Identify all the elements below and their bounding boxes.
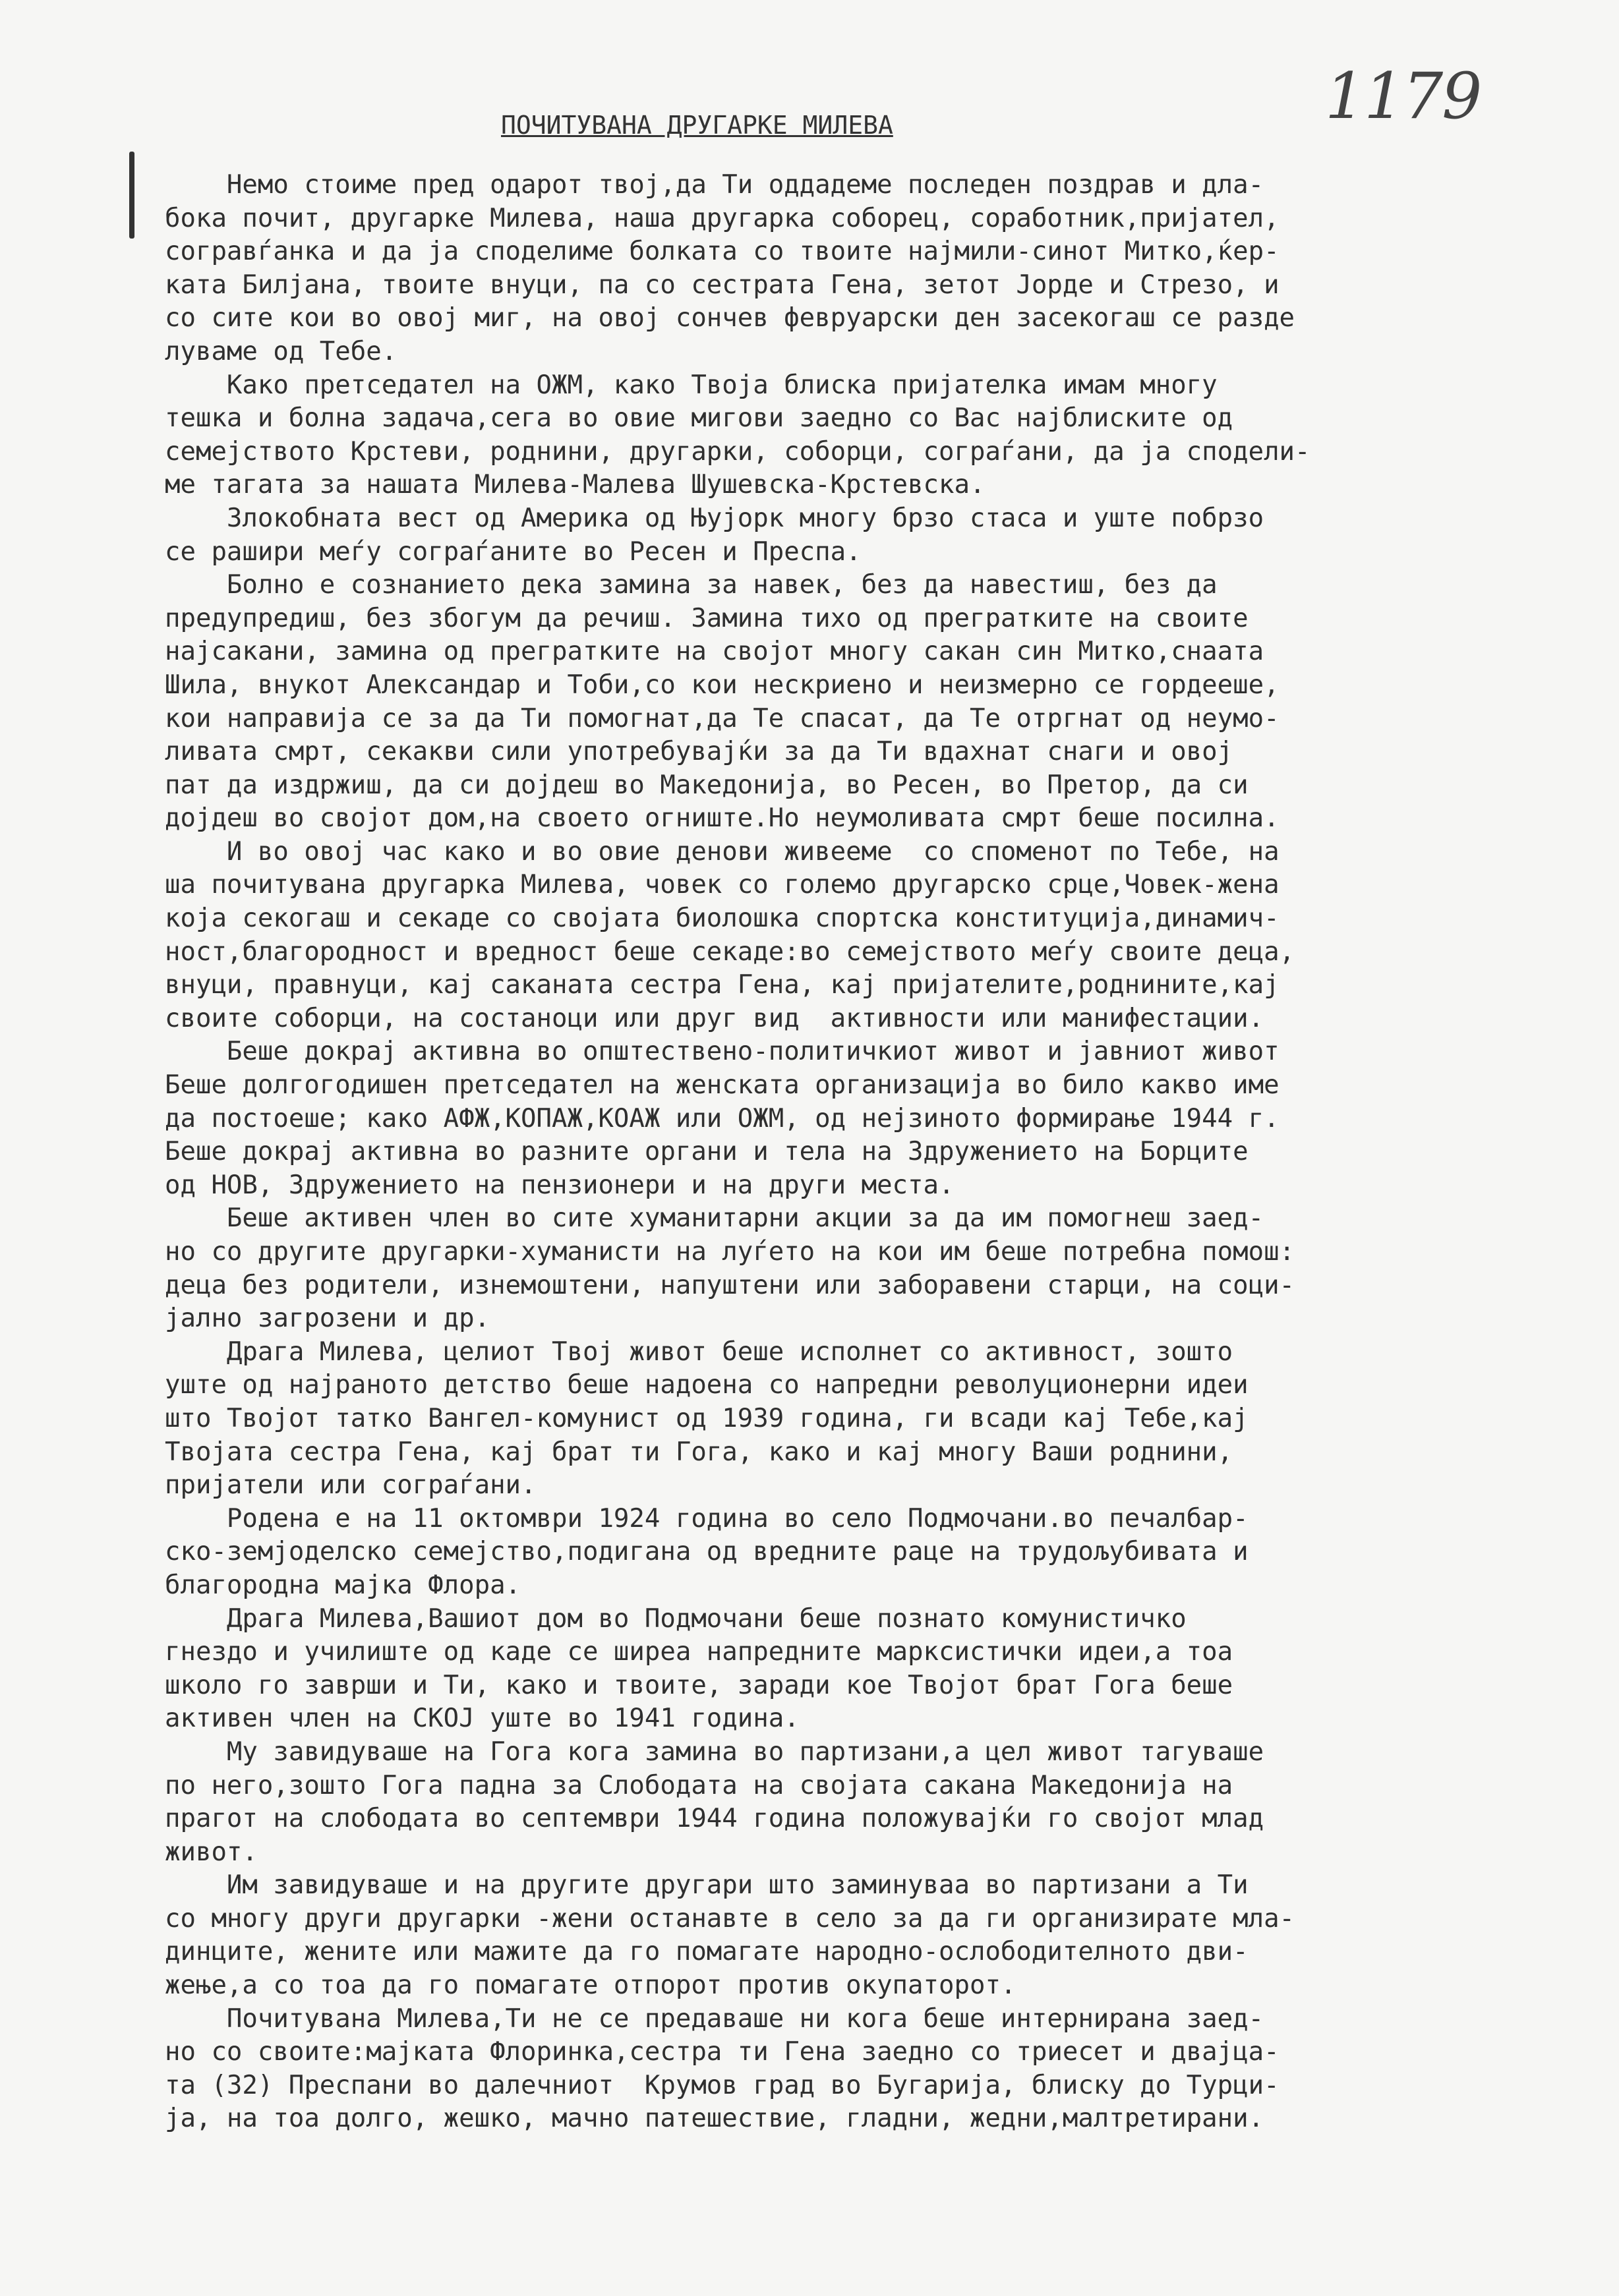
text-line: кои направија се за да Ти помогнат,да Те спасат, да Те отргнат од неумо- <box>165 703 1280 733</box>
text-line: семејството Крстеви, роднини, другарки, соборци, сограѓани, да ја сподели- <box>165 436 1310 467</box>
text-line: согравѓанка и да ја споделиме болката со твоите најмили-синот Митко,ќер- <box>165 237 1280 267</box>
text-line: Беше активен член во сите хуманитарни акции за да им помогнеш заед- <box>165 1203 1264 1234</box>
text-line: Твојата сестра Гена, кај брат ти Гога, како и кај многу Ваши роднини, <box>165 1437 1233 1467</box>
text-line: која секогаш и секаде со својата биолошка спортска конституција,динамич- <box>165 904 1280 934</box>
handwritten-page-number: 1179 <box>1325 59 1481 133</box>
text-line: Му завидуваше на Гога кога замина во партизани,а цел живот тагуваше <box>165 1736 1264 1767</box>
text-line: тешка и болна задача,сега во овие мигови заедно со Вас најблиските од <box>165 403 1233 434</box>
text-line: уште од најраното детство беше надоена со напредни револуционерни идеи <box>165 1370 1249 1400</box>
text-line: пат да издржиш, да си дојдеш во Македонија, во Ресен, во Претор, да си <box>165 770 1249 800</box>
text-line: ливата смрт, секакви сили употребувајќи за да Ти вдахнат снаги и овој <box>165 737 1233 767</box>
text-line: најсакани, замина од прегратките на својот многу сакан син Митко,снаата <box>165 637 1264 667</box>
text-line: благородна мајка Флора. <box>165 1570 521 1600</box>
text-line: школо го заврши и Ти, како и твоите, заради кое Твојот брат Гога беше <box>165 1670 1233 1700</box>
text-line: Немо стоиме пред одарот твој,да Ти оддадеме последен поздрав и дла- <box>165 170 1264 200</box>
text-line: гнездо и училиште од каде се ширеа напредните марксистички идеи,а тоа <box>165 1637 1233 1667</box>
text-line: со сите кои во овој миг, на овој сончев февруарски ден засекогаш се разде <box>165 303 1295 333</box>
text-line: дојдеш во својот дом,на своето огниште.Но неумоливата смрт беше посилна. <box>165 803 1280 834</box>
text-line: Шила, внукот Александар и Тоби,со кои нескриено и неизмерно се гордееше, <box>165 670 1280 700</box>
text-line: Беше докрај активна во општествено-политичкиот живот и јавниот живот <box>165 1037 1280 1067</box>
text-line: ја, на тоа долго, жешко, мачно патешествие, гладни, жедни,малтретирани. <box>165 2104 1264 2134</box>
text-line: луваме од Тебе. <box>165 336 397 366</box>
text-line: та (32) Преспани во далечниот Крумов град во Бугарија, блиску до Турци- <box>165 2070 1280 2100</box>
text-line: ме тагата за нашата Милева-Малева Шушевска-Крстевска. <box>165 470 986 500</box>
text-line: по него,зошто Гога падна за Слободата на својата сакана Македонија на <box>165 1770 1233 1800</box>
text-line: активен член на СКОЈ уште во 1941 година. <box>165 1704 800 1734</box>
text-line: ско-земјоделско семејство,подигана од вредните раце на трудољубивата и <box>165 1537 1249 1567</box>
text-line: деца без родители, изнемоштени, напуштени или заборавени старци, на соци- <box>165 1270 1295 1300</box>
text-line: своите соборци, на состаноци или друг вид активности или манифестации. <box>165 1003 1264 1033</box>
text-line: живот. <box>165 1837 258 1867</box>
text-line: се рашири меѓу сограѓаните во Ресен и Преспа. <box>165 536 862 567</box>
text-line: Им завидуваше и на другите другари што заминуваа во партизани а Ти <box>165 1870 1249 1901</box>
text-line: ката Билјана, твоите внуци, па со сестрата Гена, зетот Јорде и Стрезо, и <box>165 270 1280 300</box>
text-line: ша почитувана другарка Милева, човек со големо другарско срце,Човек-жена <box>165 870 1280 900</box>
text-line: Драга Милева,Вашиот дом во Подмочани беше познато комунистичко <box>165 1603 1187 1634</box>
text-line: Беше докрај активна во разните органи и тела на Здружението на Борците <box>165 1137 1249 1167</box>
text-line: предупредиш, без збогум да речиш. Замина тихо од прегратките на своите <box>165 603 1249 633</box>
document-title: ПОЧИТУВАНА ДРУГАРКЕ МИЛЕВА <box>501 111 893 140</box>
text-line: жење,а со тоа да го помагате отпорот против окупаторот. <box>165 1970 1016 2001</box>
text-line: но со своите:мајката Флоринка,сестра ти Гена заедно со триесет и двајца- <box>165 2037 1280 2067</box>
text-line: да постоеше; како АФЖ,КОПАЖ,КОАЖ или ОЖМ, од нејзиното формирање 1944 г. <box>165 1103 1280 1134</box>
text-line: ност,благородност и вредност беше секаде:во семејството меѓу своите деца, <box>165 936 1295 967</box>
text-line: Болно е сознанието дека замина за навек, без да навестиш, без да <box>165 570 1218 600</box>
text-line: Родена е на 11 октомври 1924 година во село Подмочани.во печалбар- <box>165 1503 1249 1534</box>
text-line: Драга Милева, целиот Твој живот беше исполнет со активност, зошто <box>165 1336 1233 1367</box>
text-line: Почитувана Милева,Ти не се предаваше ни кога беше интернирана заед- <box>165 2003 1264 2034</box>
text-line: динците, жените или мажите да го помагате народно-ослободителното дви- <box>165 1937 1249 1967</box>
text-line: прагот на слободата во септември 1944 година положувајќи го својот млад <box>165 1804 1264 1834</box>
text-line: од НОВ, Здружението на пензионери и на други места. <box>165 1170 955 1200</box>
text-line: Беше долгогодишен претседател на женската организација во било какво име <box>165 1070 1280 1101</box>
text-line: Како претседател на ОЖМ, како Твоја блиска пријателка имам многу <box>165 370 1218 400</box>
text-line: пријатели или сограѓани. <box>165 1470 537 1501</box>
text-line: што Твојот татко Вангел-комунист од 1939 година, ги всади кај Тебе,кај <box>165 1403 1249 1433</box>
text-line: јално загрозени и др. <box>165 1304 490 1334</box>
text-line: со многу други другарки -жени останавте в село за да ги организирате мла- <box>165 1903 1295 1934</box>
document-body <box>165 169 1615 2136</box>
text-line: внуци, правнуци, кај саканата сестра Гена, кај пријателите,роднините,кај <box>165 970 1280 1000</box>
staple-mark <box>129 152 134 239</box>
text-line: но со другите другарки-хуманисти на луѓето на кои им беше потребна помош: <box>165 1237 1295 1267</box>
text-line: И во овој час како и во овие денови живееме со споменот по Тебе, на <box>165 836 1280 867</box>
text-line: бока почит, другарке Милева, наша другарка соборец, соработник,пријател, <box>165 203 1280 233</box>
text-line: Злокобната вест од Америка од Њујорк многу брзо стаса и уште побрзо <box>165 503 1264 533</box>
